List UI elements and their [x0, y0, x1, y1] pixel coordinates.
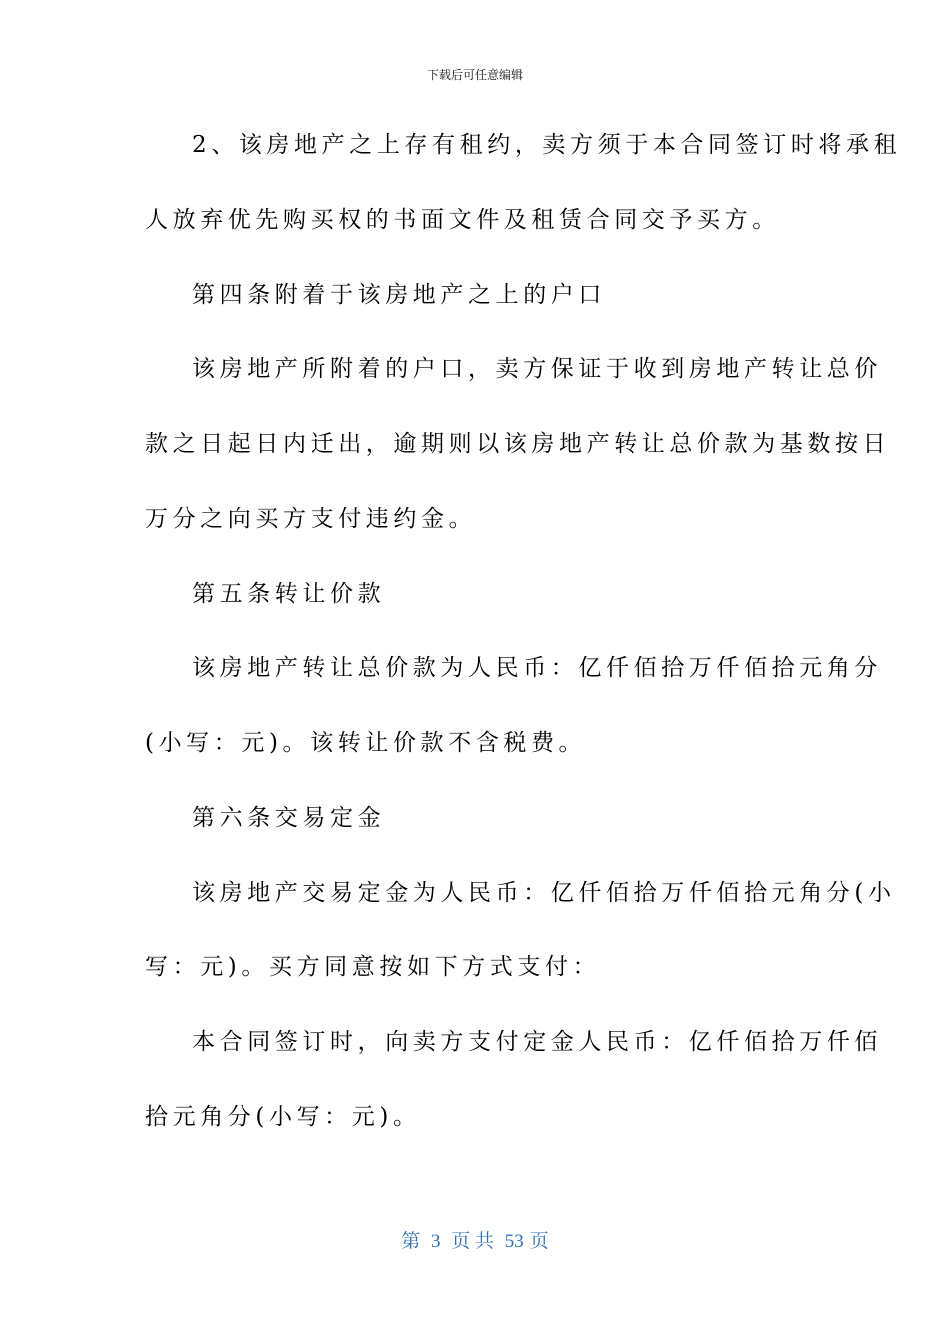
total-pages: 53 [504, 1231, 524, 1252]
footer-prefix: 第 [401, 1231, 421, 1252]
section-heading: 第五条转让价款 [192, 581, 386, 607]
paragraph-line: 该房地产所附着的户口，卖方保证于收到房地产转让总价 [192, 356, 882, 382]
paragraph-line: 拾元角分(小写：元)。 [145, 1104, 421, 1130]
section-heading: 第六条交易定金 [192, 805, 386, 831]
section-heading: 第四条附着于该房地产之上的户口 [192, 282, 606, 308]
paragraph-line: 款之日起日内迁出，逾期则以该房地产转让总价款为基数按日 [145, 431, 891, 457]
footer-suffix: 页 [529, 1231, 549, 1252]
paragraph-line: 万分之向买方支付违约金。 [145, 506, 477, 532]
paragraph-line: 写：元)。买方同意按如下方式支付： [145, 954, 601, 980]
footer-mid: 页 共 [451, 1231, 494, 1252]
paragraph-line: (小写：元)。该转让价款不含税费。 [145, 730, 587, 756]
paragraph-line: 人放弃优先购买权的书面文件及租赁合同交予买方。 [145, 207, 780, 233]
current-page-number: 3 [430, 1231, 441, 1252]
paragraph-line: 本合同签订时，向卖方支付定金人民币：亿仟佰拾万仟佰 [192, 1029, 882, 1055]
paragraph-line: 2、该房地产之上存有租约，卖方须于本合同签订时将承租 [192, 132, 902, 158]
paragraph-line: 该房地产交易定金为人民币：亿仟佰拾万仟佰拾元角分(小 [192, 880, 896, 906]
paragraph-line: 该房地产转让总价款为人民币：亿仟佰拾万仟佰拾元角分 [192, 655, 882, 681]
page-footer [0, 1226, 950, 1253]
page-header: 下载后可任意编辑 [426, 68, 523, 82]
